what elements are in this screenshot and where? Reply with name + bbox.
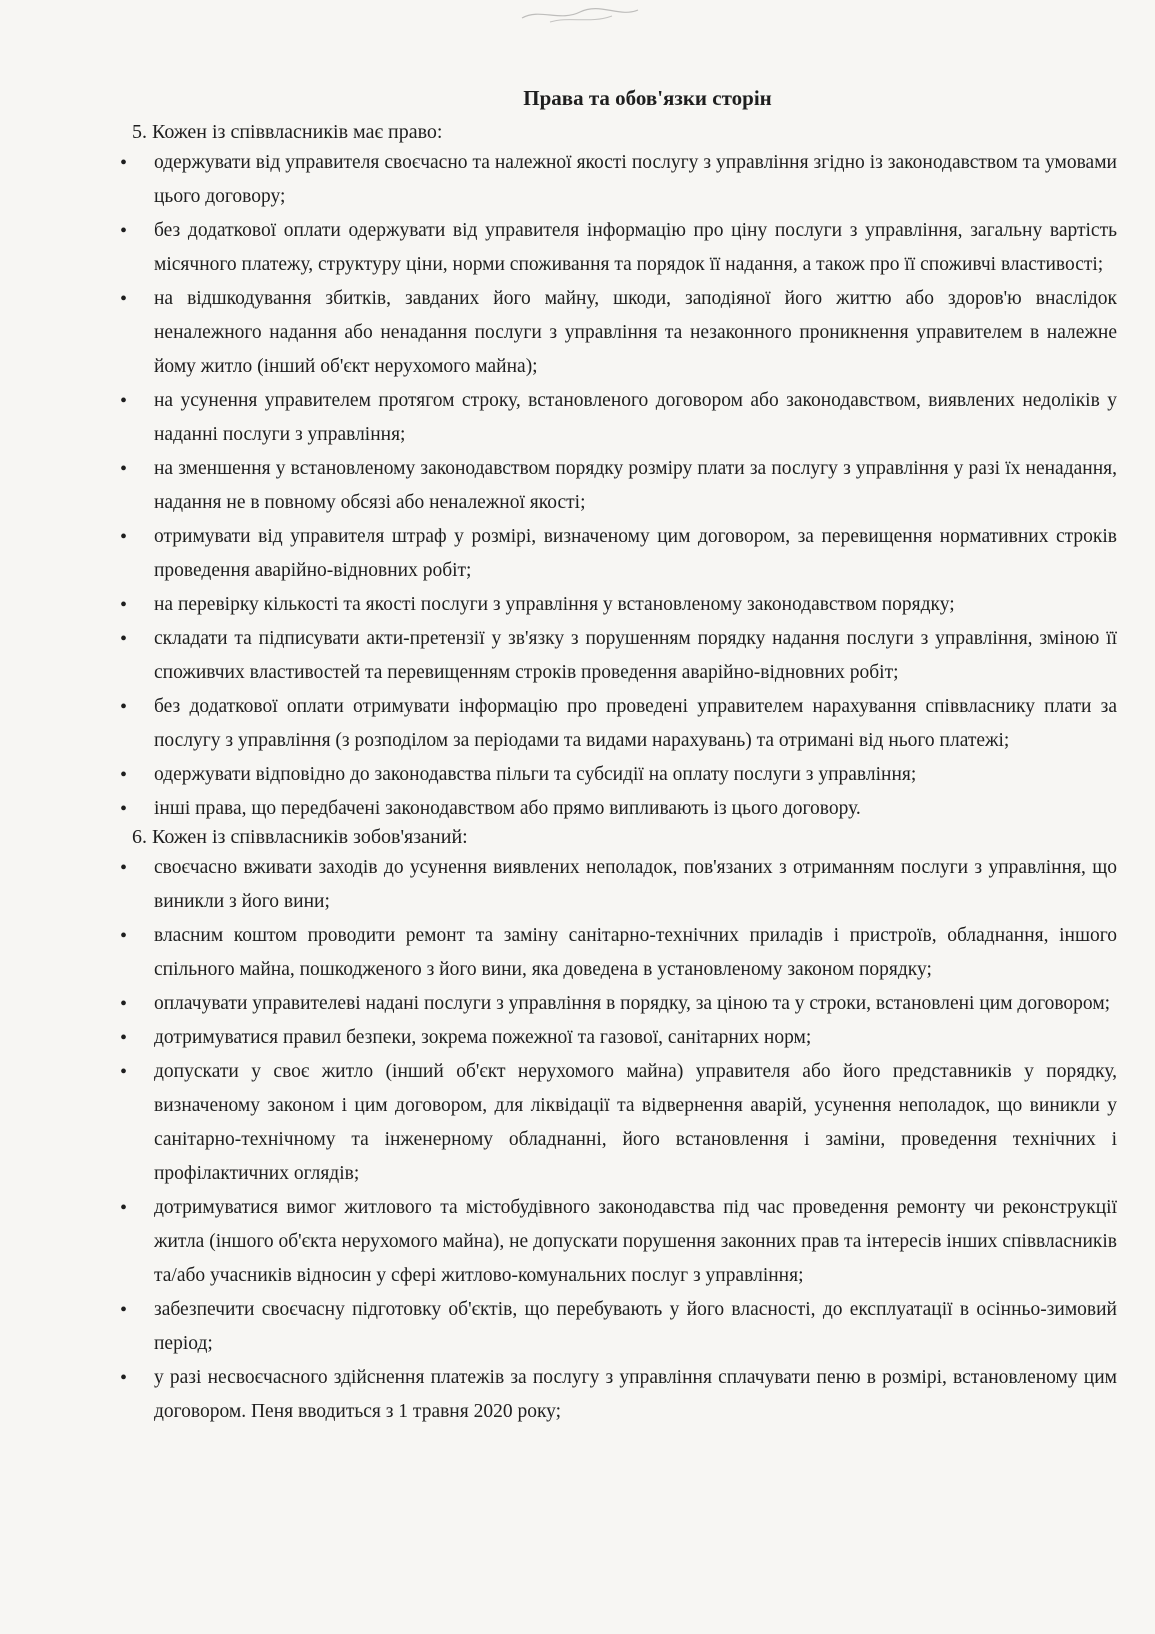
section-5-list bbox=[118, 146, 1117, 826]
list-item: • на зменшення у встановленому законодавством порядку розміру плати за послугу з управління у разі їх ненадання, надання не в повному обсязі або неналежної якості; bbox=[118, 452, 1117, 520]
handwritten-mark-icon bbox=[520, 4, 640, 26]
list-item: • допускати у своє житло (інший об'єкт нерухомого майна) управителя або його представників у порядку, визначеному законом і цим договором, для ліквідації та відвернення аварій, усунення неполадок, що виникли у санітарно-технічному та інженерному обладнанні, його встановлення і заміни, проведення технічних і профілактичних оглядів; bbox=[118, 1055, 1117, 1191]
list-item: • без додаткової оплати отримувати інформацію про проведені управителем нарахування співвласнику плати за послугу з управління (з розподілом за періодами та видами нарахувань) та отримані від нього платежі; bbox=[118, 690, 1117, 758]
list-item: • одержувати відповідно до законодавства пільги та субсидії на оплату послуги з управління; bbox=[118, 758, 1117, 792]
list-item: • у разі несвоєчасного здійснення платежів за послугу з управління сплачувати пеню в розмірі, встановленому цим договором. Пеня вводиться з 1 травня 2020 року; bbox=[118, 1361, 1117, 1429]
list-item: • без додаткової оплати одержувати від управителя інформацію про ціну послуги з управління, загальну вартість місячного платежу, структуру ціни, норми споживання та порядок її надання, а також про її споживчі властивості; bbox=[118, 214, 1117, 282]
list-item: • одержувати від управителя своєчасно та належної якості послугу з управління згідно із законодавством та умовами цього договору; bbox=[118, 146, 1117, 214]
list-item: • своєчасно вживати заходів до усунення виявлених неполадок, пов'язаних з отриманням послуги з управління, що виникли з його вини; bbox=[118, 851, 1117, 919]
list-item: • на відшкодування збитків, завданих його майну, шкоди, заподіяної його життю або здоров'ю внаслідок неналежного надання або ненадання послуги з управління та незаконного проникнення управителем в належне йому житло (інший об'єкт нерухомого майна); bbox=[118, 282, 1117, 384]
list-item: • отримувати від управителя штраф у розмірі, визначеному цим договором, за перевищення нормативних строків проведення аварійно-відновних робіт; bbox=[118, 520, 1117, 588]
list-item: • оплачувати управителеві надані послуги з управління в порядку, за ціною та у строки, встановлені цим договором; bbox=[118, 987, 1117, 1021]
document-title: Права та обов'язки сторін bbox=[523, 86, 772, 110]
section-6-list bbox=[118, 851, 1117, 1429]
list-item: • забезпечити своєчасну підготовку об'єктів, що перебувають у його власності, до експлуатації в осінньо-зимовий період; bbox=[118, 1293, 1117, 1361]
list-item: • на усунення управителем протягом строку, встановленого договором або законодавством, виявлених недоліків у наданні послуги з управління; bbox=[118, 384, 1117, 452]
list-item: • інші права, що передбачені законодавством або прямо випливають із цього договору. bbox=[118, 792, 1117, 826]
list-item: • дотримуватися вимог житлового та містобудівного законодавства під час проведення ремонту чи реконструкції житла (іншого об'єкта нерухомого майна), не допускати порушення законних прав та інтересів інших співвласників та/або учасників відносин у сфері житлово-комунальних послуг з управління; bbox=[118, 1191, 1117, 1293]
section-5-heading: 5. Кожен із співвласників має право: bbox=[132, 121, 443, 143]
list-item: • на перевірку кількості та якості послуги з управління у встановленому законодавством порядку; bbox=[118, 588, 1117, 622]
list-item: • складати та підписувати акти-претензії у зв'язку з порушенням порядку надання послуги з управління, зміною її споживчих властивостей та перевищенням строків проведення аварійно-відновних робіт; bbox=[118, 622, 1117, 690]
list-item: • дотримуватися правил безпеки, зокрема пожежної та газової, санітарних норм; bbox=[118, 1021, 1117, 1055]
list-item: • власним коштом проводити ремонт та заміну санітарно-технічних приладів і пристроїв, обладнання, іншого спільного майна, пошкодженого з його вини, яка доведена в установленому законом порядку; bbox=[118, 919, 1117, 987]
section-6-heading: 6. Кожен із співвласників зобов'язаний: bbox=[132, 826, 468, 848]
